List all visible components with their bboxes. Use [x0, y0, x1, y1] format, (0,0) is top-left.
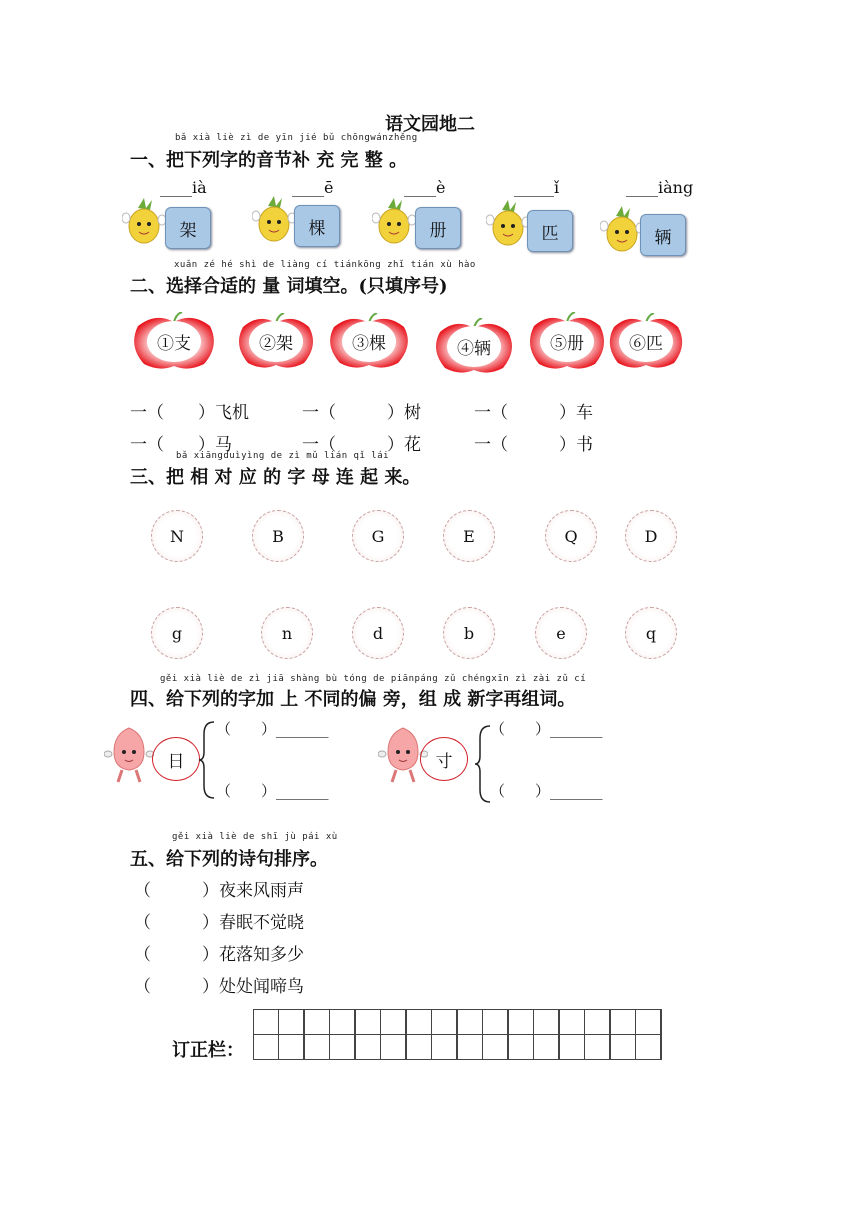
- base-char-left: 日: [152, 737, 200, 781]
- letter-flower-upper[interactable]: Q: [545, 510, 597, 562]
- poem-line[interactable]: （ ）处处闻啼鸟: [134, 977, 304, 997]
- letter-flower-upper[interactable]: D: [625, 510, 677, 562]
- apple-option: [132, 312, 216, 370]
- poem-line[interactable]: （ ）春眠不觉晓: [134, 913, 304, 933]
- letter-flower-upper[interactable]: B: [252, 510, 304, 562]
- section4-pinyin: gěi xià liè de zì jiā shàng bù tóng de piānpáng zǔ chéngxīn zì zài zǔ cí: [160, 674, 587, 684]
- apple-label: ①支: [147, 321, 201, 362]
- letter-flower-lower[interactable]: b: [443, 607, 495, 659]
- left-brace: [198, 720, 218, 800]
- fill-item[interactable]: 一（ ）花: [302, 435, 421, 455]
- letter-flower-upper[interactable]: G: [352, 510, 404, 562]
- section1-pinyin: bǎ xià liè zì de yīn jié bǔ chōngwánzhěng: [175, 133, 418, 143]
- apple-option: [608, 313, 684, 369]
- char-box: 架: [165, 207, 211, 249]
- section3-heading: 三、把 相 对 应 的 字 母 连 起 来。: [130, 467, 421, 488]
- apple-label: ③棵: [342, 321, 396, 362]
- poem-line[interactable]: （ ）花落知多少: [134, 945, 304, 965]
- char-box: 册: [415, 207, 461, 249]
- base-char-right: 寸: [420, 737, 468, 781]
- pineapple-mascot-icon: [372, 198, 416, 250]
- pinyin-blank[interactable]: ____ià: [160, 178, 207, 197]
- correction-label: 订正栏：: [172, 1040, 244, 1061]
- fill-item[interactable]: 一（ ）飞机: [130, 403, 249, 423]
- pinyin-blank[interactable]: _____ǐ: [514, 178, 560, 197]
- poem-line[interactable]: （ ）夜来风雨声: [134, 881, 304, 901]
- section2-heading: 二、选择合适的 量 词填空。(只填序号): [130, 276, 448, 297]
- letter-flower-lower[interactable]: e: [535, 607, 587, 659]
- fill-item[interactable]: 一（ ）车: [474, 403, 593, 423]
- section1-heading: 一、把下列字的音节补 充 完 整 。: [130, 150, 408, 171]
- apple-option: [237, 313, 315, 369]
- pineapple-mascot-icon: [122, 198, 166, 250]
- apple-option: [328, 313, 410, 369]
- letter-flower-lower[interactable]: g: [151, 607, 203, 659]
- pineapple-mascot-icon: [600, 206, 644, 258]
- fill-item[interactable]: 一（ ）马: [130, 435, 232, 455]
- apple-label: ④辆: [447, 326, 501, 367]
- letter-flower-upper[interactable]: E: [443, 510, 495, 562]
- section5-pinyin: gěi xià liè de shī jù pái xù: [172, 832, 338, 842]
- radical-slot[interactable]: （ ）_______: [216, 720, 329, 738]
- apple-label: ⑥匹: [619, 321, 673, 362]
- correction-grid[interactable]: [253, 1009, 662, 1060]
- char-box: 辆: [640, 214, 686, 256]
- section2-pinyin: xuǎn zé hé shì de liàng cí tiánkōng zhǐ tián xù hào: [174, 260, 476, 270]
- apple-label: ②架: [249, 321, 303, 362]
- pinyin-blank[interactable]: ____ē: [292, 178, 334, 197]
- letter-flower-lower[interactable]: q: [625, 607, 677, 659]
- char-box: 匹: [527, 210, 573, 252]
- pineapple-mascot-icon: [486, 200, 530, 252]
- letter-flower-lower[interactable]: n: [261, 607, 313, 659]
- letter-flower-upper[interactable]: N: [151, 510, 203, 562]
- pinyin-blank[interactable]: ____iàng: [626, 178, 694, 197]
- apple-option: [434, 318, 514, 374]
- apple-option: [528, 312, 606, 370]
- pineapple-mascot-icon: [252, 196, 296, 248]
- section3-pinyin: bǎ xiāngduìyìng de zì mǔ lián qǐ lái: [176, 451, 390, 461]
- section4-heading: 四、给下列的字加 上 不同的偏 旁，组 成 新字再组词。: [130, 689, 576, 710]
- apple-label: ⑤册: [540, 321, 594, 362]
- char-box: 棵: [294, 205, 340, 247]
- section5-heading: 五、给下列的诗句排序。: [130, 849, 328, 870]
- fill-item[interactable]: 一（ ）树: [302, 403, 421, 423]
- radical-slot[interactable]: （ ）_______: [490, 782, 603, 800]
- page-title: 语文园地二: [385, 114, 475, 135]
- peach-mascot-icon: [104, 724, 154, 786]
- radical-slot[interactable]: （ ）_______: [216, 782, 329, 800]
- radical-slot[interactable]: （ ）_______: [490, 720, 603, 738]
- fill-item[interactable]: 一（ ）书: [474, 435, 593, 455]
- letter-flower-lower[interactable]: d: [352, 607, 404, 659]
- pinyin-blank[interactable]: ____è: [404, 178, 446, 197]
